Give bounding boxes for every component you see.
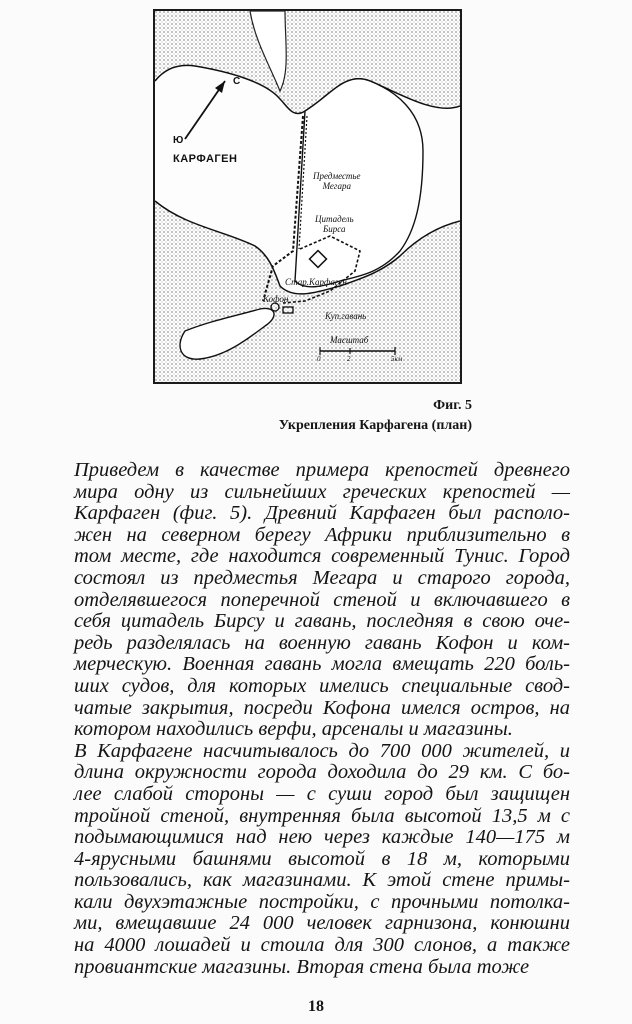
text-line: провиантские магазины. Вторая стена была тоже — [74, 955, 530, 978]
text-line: 4-ярусными башнями высотой в 18 м, которыми — [74, 847, 570, 870]
citadel-label: Цитадель Бирса — [315, 214, 354, 234]
text-line: том месте, где находится современный Тунис. Город — [74, 545, 570, 568]
text-line: на 4000 лошадей и стоила для 300 слонов, а также — [74, 934, 570, 957]
text-line: В Карфагене насчитывалось до 700 000 жителей, и — [74, 739, 570, 762]
text-line: мерческую. Военная гавань могла вмещать 220 боль- — [74, 653, 570, 676]
kothon-label: Кофон — [263, 294, 289, 304]
text-line: лее слабой стороны — с суши город был защищен — [74, 782, 570, 805]
text-line: ших судов, для которых имелись специальные свод- — [74, 674, 570, 697]
figure-number: Фиг. 5 — [433, 398, 472, 413]
text-line: редь разделялась на военную гавань Кофон и ком- — [74, 631, 570, 654]
text-line: котором находились верфи, арсеналы и магазины. — [74, 718, 513, 741]
body-paragraphs — [74, 460, 570, 978]
text-line: отделявшегося поперечной стеной и включавшего в — [74, 588, 570, 611]
north-arrow-head — [215, 81, 225, 93]
old-city-label: Стар.Карфаген — [285, 277, 347, 287]
text-line: пользовались, как магазинами. К этой стене примы- — [74, 869, 570, 892]
text-line: длина окружности города доходила до 29 км. С бо- — [74, 761, 570, 784]
scale-title: Масштаб — [330, 335, 369, 345]
text-line: ми, вмещавшие 24 000 человек гарнизона, конюшни — [74, 912, 570, 935]
merchant-harbor-label: Куп.гавань — [325, 311, 367, 321]
northern-land — [155, 11, 460, 114]
north-label: С — [233, 76, 241, 87]
text-line: Карфаген (фиг. 5). Древний Карфаген был располо- — [74, 502, 570, 525]
page-number: 18 — [308, 998, 324, 1015]
figure-caption: Укрепления Карфагена (план) — [278, 418, 472, 433]
text-line: состоял из предместья Мегара и старого города, — [74, 566, 570, 589]
text-line: подымающимися над нею через каждые 140—175 м — [74, 826, 570, 849]
text-line: мира одну из сильнейших греческих крепостей — — [74, 480, 570, 503]
carthage-map-figure — [153, 9, 462, 384]
suburb-label: Предместье Мегара — [313, 171, 361, 191]
text-line: Приведем в качестве примера крепостей древнего — [74, 459, 570, 481]
text-line: чатые закрытия, посреди Кофона имелся остров, на — [74, 696, 570, 719]
scale-two: 2 — [347, 355, 351, 363]
text-line: себя цитадель Бирсу и гавань, последняя в свою оче- — [74, 610, 570, 633]
scale-unit: 5км — [391, 355, 403, 363]
map-title: КАРФАГЕН — [173, 153, 238, 165]
map-drawing — [155, 11, 460, 382]
text-line: кали двухэтажные постройки, с прочными потолка- — [74, 890, 570, 913]
south-label: Ю — [173, 135, 184, 146]
text-line: жен на северном берегу Африки приблизительно в — [74, 523, 570, 546]
text-line: тройной стеной, внутренняя была высотой 13,5 м с — [74, 804, 570, 827]
scale-zero: 0 — [317, 355, 321, 363]
